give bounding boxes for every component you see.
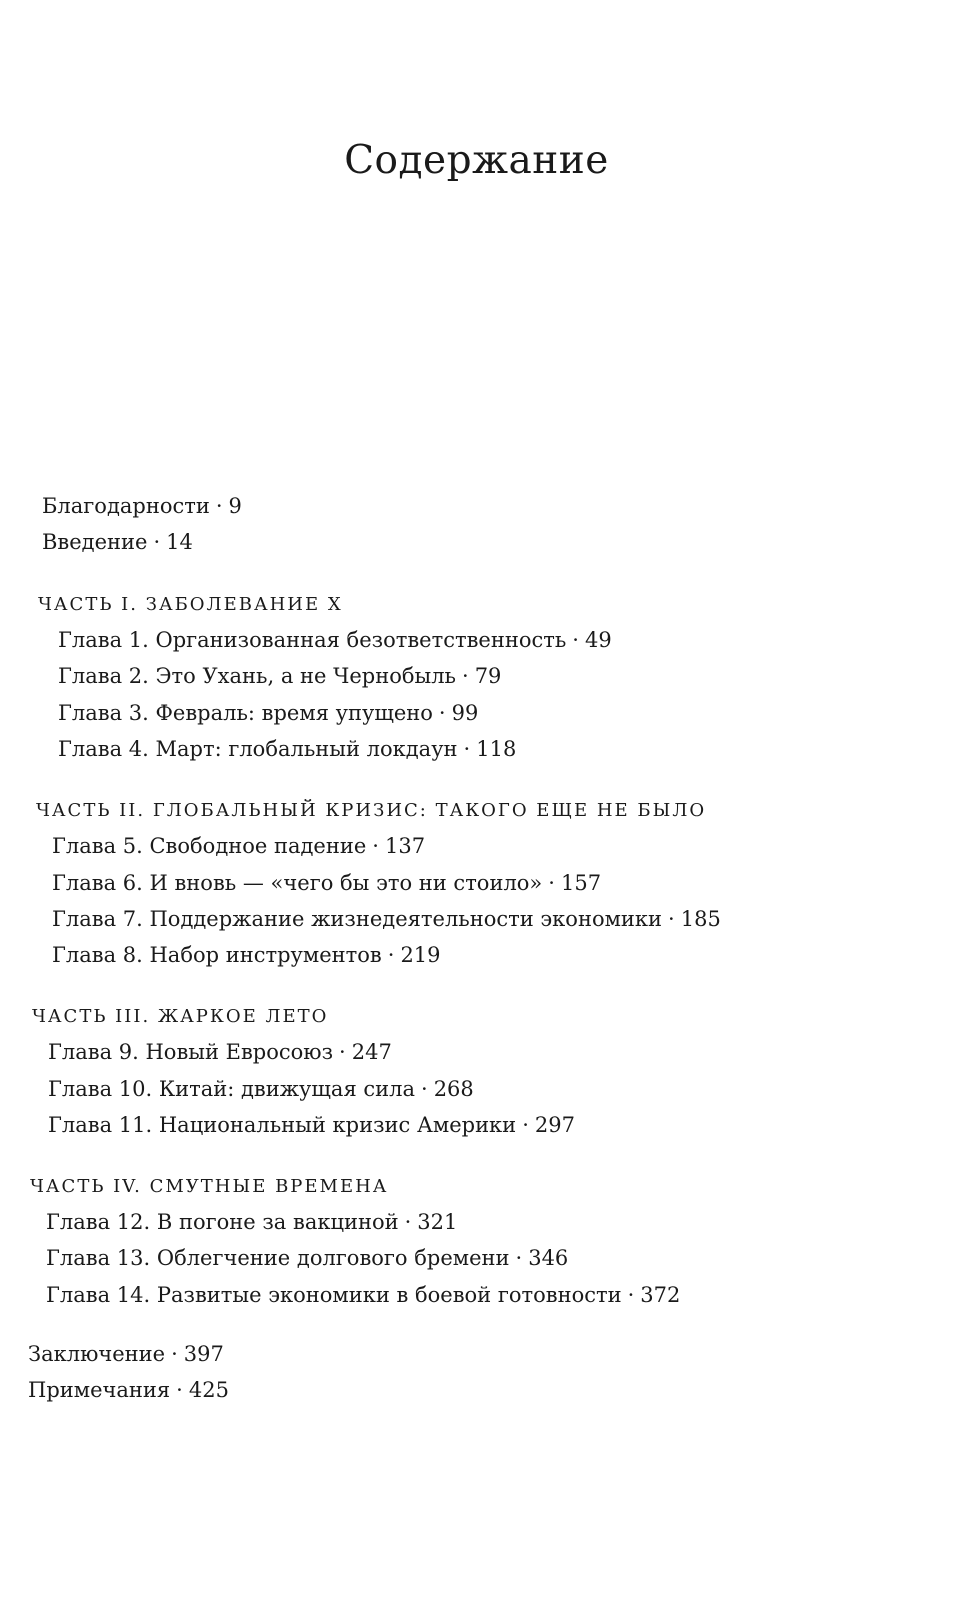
entry-page: 268: [433, 1077, 474, 1101]
entry-page: 247: [351, 1040, 392, 1064]
entry-page: 346: [528, 1246, 569, 1270]
toc-entry-acknowledgements[interactable]: [42, 496, 242, 517]
part-heading: ЧАСТЬ II. ГЛОБАЛЬНЫЙ КРИЗИС: ТАКОГО ЕЩЕ НЕ БЫЛО: [36, 800, 707, 821]
toc-entry-chapter-9[interactable]: [48, 1042, 392, 1063]
entry-label: Глава 8. Набор инструментов: [52, 943, 382, 967]
part-heading: ЧАСТЬ IV. СМУТНЫЕ ВРЕМЕНА: [30, 1176, 389, 1197]
toc-entry-chapter-10[interactable]: [48, 1079, 474, 1100]
entry-page: 99: [451, 701, 479, 725]
toc-entry-chapter-2[interactable]: [58, 666, 501, 687]
separator-dot: ·: [522, 1113, 529, 1137]
toc-entry-introduction[interactable]: [42, 532, 193, 553]
separator-dot: ·: [372, 834, 379, 858]
separator-dot: ·: [339, 1040, 346, 1064]
entry-label: Глава 4. Март: глобальный локдаун: [58, 737, 458, 761]
entry-label: Глава 5. Свободное падение: [52, 834, 367, 858]
entry-page: 425: [188, 1378, 229, 1402]
toc-entry-chapter-3[interactable]: [58, 703, 478, 724]
entry-label: Глава 12. В погоне за вакциной: [46, 1210, 399, 1234]
page-title: Содержание: [344, 138, 609, 183]
entry-label: Введение: [42, 530, 148, 554]
entry-page: 185: [680, 907, 721, 931]
toc-entry-chapter-11[interactable]: [48, 1115, 575, 1136]
toc-entry-chapter-1[interactable]: [58, 630, 612, 651]
entry-label: Глава 3. Февраль: время упущено: [58, 701, 433, 725]
entry-label: Глава 6. И вновь — «чего бы это ни стоило»: [52, 871, 543, 895]
separator-dot: ·: [387, 943, 395, 967]
separator-dot: ·: [668, 907, 675, 931]
entry-page: 372: [640, 1283, 681, 1307]
separator-dot: ·: [462, 664, 469, 688]
separator-dot: ·: [176, 1378, 183, 1402]
separator-dot: ·: [421, 1077, 428, 1101]
entry-label: Глава 7. Поддержание жизнедеятельности экономики: [52, 907, 663, 931]
entry-page: 157: [560, 871, 602, 895]
separator-dot: ·: [171, 1342, 178, 1366]
separator-dot: ·: [515, 1246, 523, 1270]
part-heading: ЧАСТЬ III. ЖАРКОЕ ЛЕТО: [32, 1006, 329, 1027]
entry-page: 49: [584, 628, 612, 652]
entry-page: 79: [474, 664, 502, 688]
toc-entry-chapter-14[interactable]: [46, 1285, 680, 1306]
separator-dot: ·: [627, 1283, 635, 1307]
entry-page: 397: [183, 1342, 224, 1366]
entry-page: 14: [166, 530, 193, 554]
toc-entry-conclusion[interactable]: [28, 1344, 224, 1365]
separator-dot: ·: [438, 701, 446, 725]
entry-label: Примечания: [28, 1378, 171, 1402]
toc-entry-chapter-7[interactable]: [52, 909, 721, 930]
separator-dot: ·: [463, 737, 471, 761]
entry-page: 297: [534, 1113, 575, 1137]
entry-label: Глава 13. Облегчение долгового бремени: [46, 1246, 510, 1270]
toc-entry-chapter-5[interactable]: [52, 836, 425, 857]
separator-dot: ·: [548, 871, 555, 895]
entry-page: 9: [228, 494, 242, 518]
toc-entry-chapter-4[interactable]: [58, 739, 516, 760]
entry-page: 219: [400, 943, 441, 967]
toc-entry-chapter-12[interactable]: [46, 1212, 457, 1233]
separator-dot: ·: [153, 530, 161, 554]
toc-entry-chapter-8[interactable]: [52, 945, 441, 966]
entry-label: Глава 10. Китай: движущая сила: [48, 1077, 415, 1101]
entry-label: Заключение: [28, 1342, 166, 1366]
part-heading: ЧАСТЬ I. ЗАБОЛЕВАНИЕ X: [38, 594, 343, 615]
separator-dot: ·: [215, 494, 223, 518]
entry-label: Благодарности: [42, 494, 210, 518]
entry-label: Глава 1. Организованная безответственность: [58, 628, 567, 652]
separator-dot: ·: [404, 1210, 412, 1234]
entry-page: 118: [476, 737, 517, 761]
entry-label: Глава 14. Развитые экономики в боевой готовности: [46, 1283, 622, 1307]
entry-label: Глава 2. Это Ухань, а не Чернобыль: [58, 664, 456, 688]
entry-label: Глава 9. Новый Евросоюз: [48, 1040, 334, 1064]
toc-entry-chapter-6[interactable]: [52, 873, 601, 894]
entry-page: 321: [417, 1210, 458, 1234]
toc-entry-notes[interactable]: [28, 1380, 229, 1401]
entry-label: Глава 11. Национальный кризис Америки: [48, 1113, 517, 1137]
entry-page: 137: [384, 834, 426, 858]
separator-dot: ·: [572, 628, 579, 652]
toc-entry-chapter-13[interactable]: [46, 1248, 568, 1269]
